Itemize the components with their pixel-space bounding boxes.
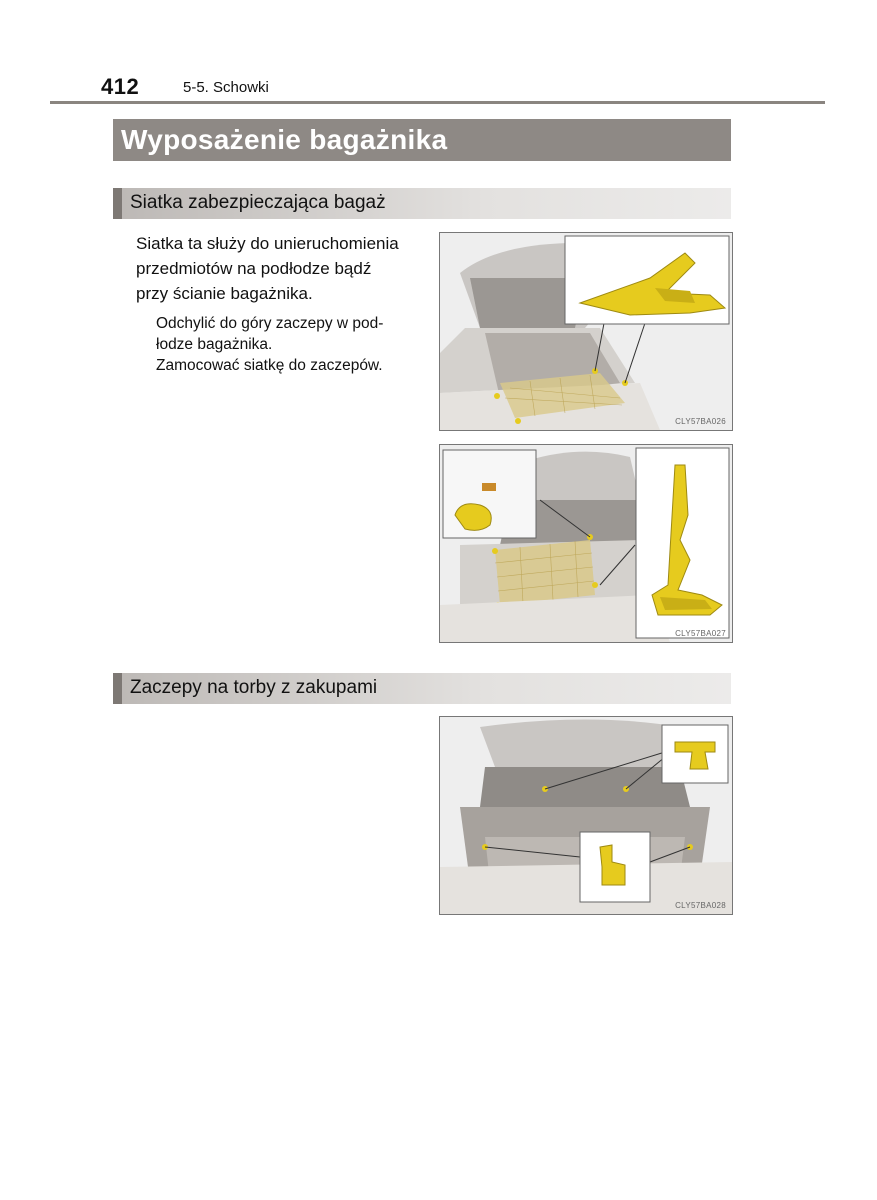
figure-code: CLY57BA028: [675, 901, 726, 910]
page-number: 412: [101, 74, 140, 99]
paragraph-line: przedmiotów na podłodze bądź: [136, 259, 372, 278]
figure-code: CLY57BA027: [675, 629, 726, 638]
header-divider: [50, 101, 825, 104]
page-title-bar: [113, 119, 731, 161]
intro-paragraph: [136, 231, 421, 306]
page-title: Wyposażenie bagażnika: [121, 124, 448, 155]
section-heading: Zaczepy na torby z zakupami: [130, 677, 378, 698]
section-accent: [113, 188, 122, 219]
figure-trunk-net-wall: [439, 444, 733, 643]
step-2: Zamocować siatkę do zaczepów.: [156, 357, 383, 374]
step-line: łodze bagażnika.: [156, 336, 273, 353]
step-line: Odchylić do góry zaczepy w pod-: [156, 315, 384, 332]
paragraph-line: Siatka ta służy do unieruchomienia: [136, 234, 399, 253]
section-heading: Siatka zabezpieczająca bagaż: [130, 192, 386, 213]
figure-code: CLY57BA026: [675, 417, 726, 426]
breadcrumb: 5-5. Schowki: [183, 79, 269, 96]
figure-trunk-net-floor: [439, 232, 733, 431]
section-accent: [113, 673, 122, 704]
step-1: [156, 313, 424, 355]
section-heading-bar: [113, 673, 731, 704]
section-heading-bar: [113, 188, 731, 219]
paragraph-line: przy ścianie bagażnika.: [136, 284, 313, 303]
figure-shopping-bag-hooks: [439, 716, 733, 915]
